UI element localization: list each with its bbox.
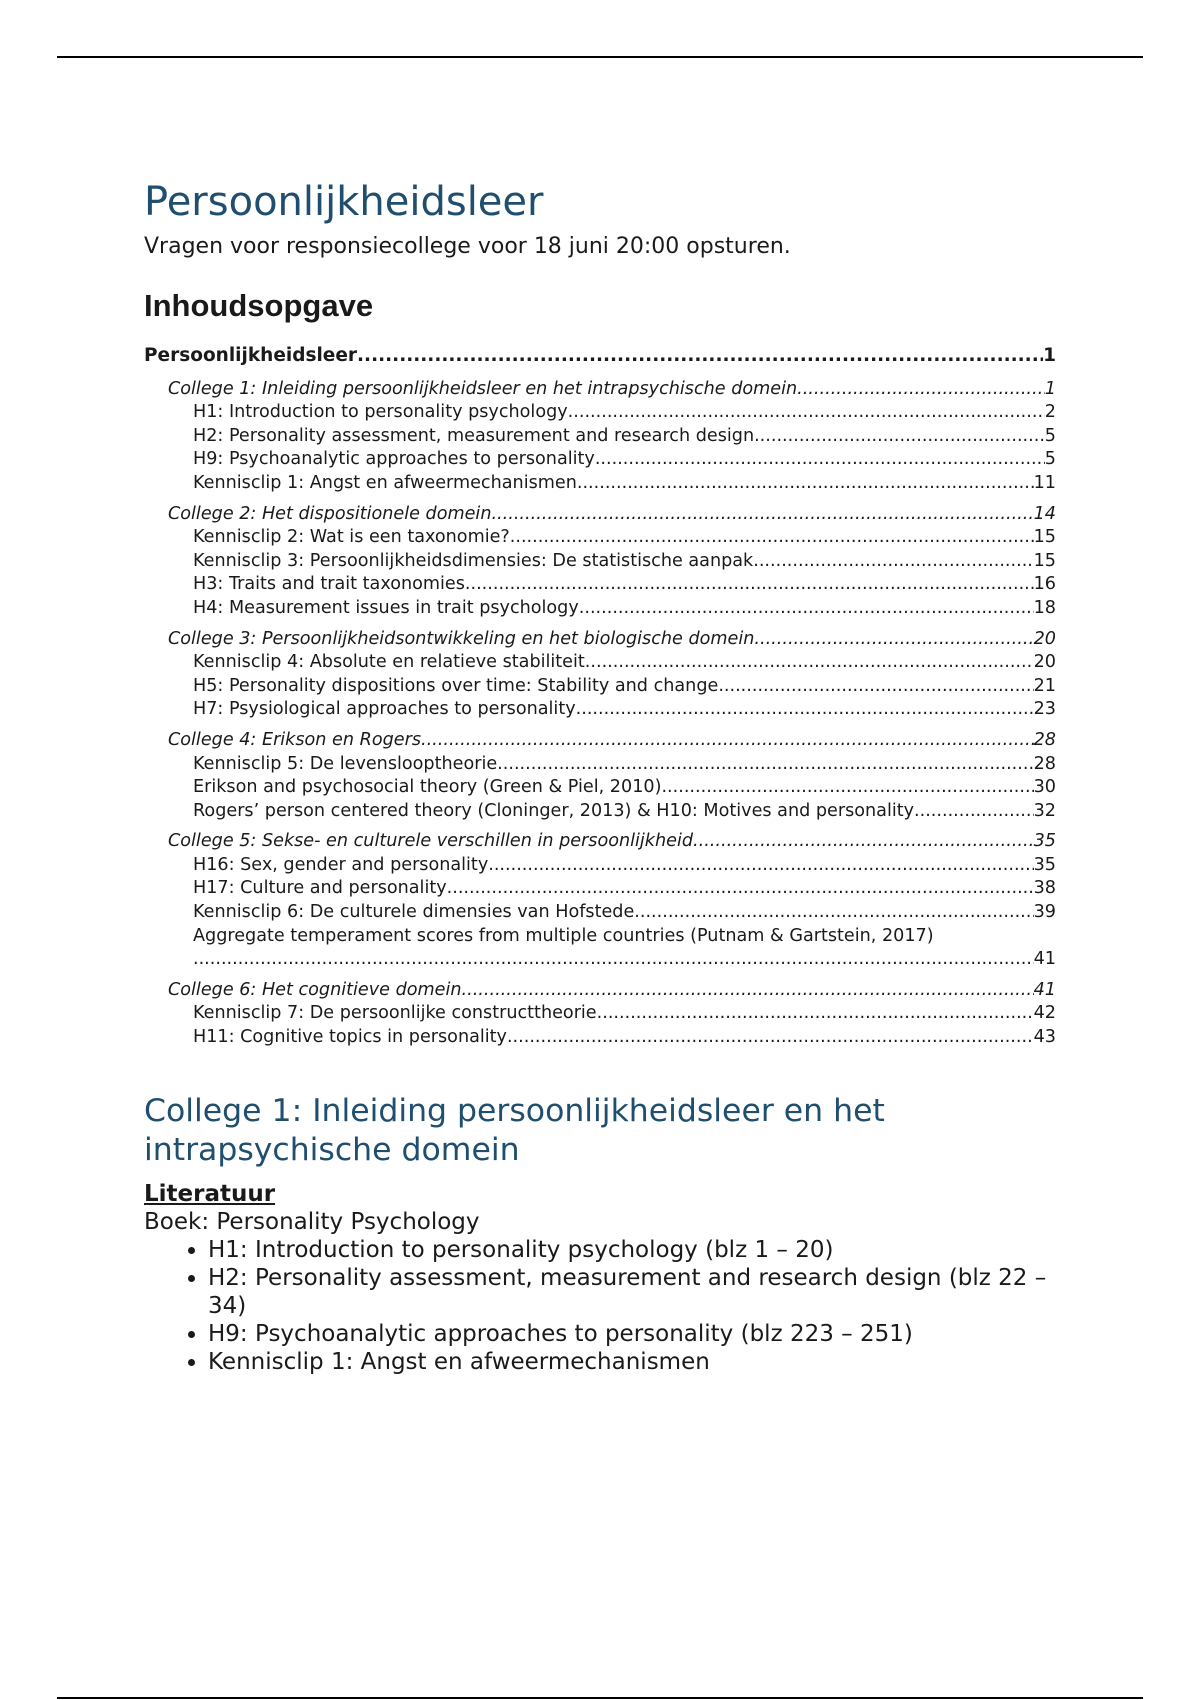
toc-entry[interactable] [144, 1026, 1056, 1050]
toc-entry-label: H4: Measurement issues in trait psychology [193, 597, 579, 618]
toc-entry[interactable] [144, 526, 1056, 550]
toc-entry-top[interactable] [144, 344, 1056, 368]
toc-entry[interactable] [144, 675, 1056, 699]
toc-entry-label: H11: Cognitive topics in personality [193, 1027, 507, 1048]
toc-entry-label: College 1: Inleiding persoonlijkheidsleer en het intrapsychische domein [168, 378, 798, 399]
table-of-contents [144, 344, 1056, 1050]
toc-entry-page: 39 [1033, 902, 1056, 923]
toc-entry-label: Erikson and psychosocial theory (Green & Piel, 2010) [193, 777, 662, 798]
toc-entry-page: 42 [1033, 1003, 1056, 1024]
toc-entry-page: 11 [1033, 472, 1056, 493]
toc-entry[interactable] [144, 901, 1056, 925]
toc-entry-wrapped[interactable] [144, 925, 1056, 949]
toc-entry-label: H16: Sex, gender and personality [193, 854, 489, 875]
toc-entry-page: 1 [1044, 378, 1056, 399]
toc-entry-label: H7: Psysiological approaches to personality [193, 699, 576, 720]
toc-entry[interactable] [144, 776, 1056, 800]
toc-entry[interactable] [144, 854, 1056, 878]
document-page [144, 176, 1056, 1376]
toc-entry-label: Kennisclip 2: Wat is een taxonomie? [193, 527, 510, 548]
toc-entry-college-1[interactable] [144, 378, 1056, 402]
toc-entry-page: 21 [1033, 675, 1056, 696]
book-title: Boek: Personality Psychology [144, 1208, 480, 1235]
toc-entry-label: College 3: Persoonlijkheidsontwikkeling en het biologische domein [168, 628, 755, 649]
toc-entry[interactable] [144, 753, 1056, 777]
toc-entry[interactable] [144, 401, 1056, 425]
header-rule [57, 56, 1143, 58]
section-heading-line: College 1: Inleiding persoonlijkheidsleer en het [144, 1092, 885, 1129]
toc-entry-label: Persoonlijkheidsleer [144, 345, 358, 366]
toc-entry-label: Aggregate temperament scores from multiple countries (Putnam & Gartstein, 2017) [193, 925, 934, 946]
toc-entry-page: 2 [1044, 402, 1056, 423]
toc-entry[interactable] [144, 573, 1056, 597]
toc-entry-wrapped-continuation[interactable] [144, 948, 1056, 972]
toc-entry-label: Kennisclip 7: De persoonlijke constructtheorie [193, 1003, 597, 1024]
toc-entry[interactable] [144, 1002, 1056, 1026]
toc-entry-page: 20 [1033, 628, 1056, 649]
toc-entry-page: 15 [1033, 527, 1056, 548]
toc-entry-college-2[interactable] [144, 503, 1056, 527]
toc-entry-label: H9: Psychoanalytic approaches to personality [193, 449, 595, 470]
toc-entry-page: 32 [1033, 800, 1056, 821]
section-heading-line: intrapsychische domein [144, 1131, 520, 1168]
toc-entry-label: Kennisclip 5: De levenslooptheorie [193, 753, 498, 774]
toc-entry-page: 35 [1033, 831, 1056, 852]
toc-entry-label: H5: Personality dispositions over time: Stability and change [193, 675, 719, 696]
toc-entry-college-6[interactable] [144, 979, 1056, 1003]
document-title: Persoonlijkheidsleer [144, 179, 544, 225]
toc-entry-college-5[interactable] [144, 830, 1056, 854]
toc-entry-page: 18 [1033, 597, 1056, 618]
list-item: • Kennisclip 1: Angst en afweermechanismen [208, 1348, 1056, 1376]
toc-entry-label: H17: Culture and personality [193, 878, 447, 899]
toc-heading: Inhoudsopgave [144, 288, 374, 323]
toc-entry-page: 23 [1033, 699, 1056, 720]
toc-entry-page: 14 [1033, 503, 1056, 524]
toc-entry-page: 43 [1033, 1027, 1056, 1048]
toc-entry[interactable] [144, 877, 1056, 901]
toc-entry-page: 41 [1033, 979, 1056, 1000]
footer-rule [57, 1697, 1143, 1699]
document-subtitle: Vragen voor responsiecollege voor 18 juni 20:00 opsturen. [144, 234, 791, 259]
literature-label: Literatuur [144, 1180, 276, 1207]
toc-entry-label: H1: Introduction to personality psychology [193, 402, 568, 423]
toc-entry[interactable] [144, 698, 1056, 722]
toc-entry-page: 15 [1033, 550, 1056, 571]
toc-entry-page: 30 [1033, 777, 1056, 798]
literature-list [144, 1236, 1056, 1376]
toc-entry-page: 5 [1044, 425, 1056, 446]
toc-entry-page: 28 [1033, 753, 1056, 774]
section-heading [144, 1092, 1056, 1170]
toc-entry-label: Kennisclip 4: Absolute en relatieve stabiliteit [193, 652, 585, 673]
toc-entry-label: College 4: Erikson en Rogers [168, 729, 421, 750]
toc-entry-college-3[interactable] [144, 628, 1056, 652]
toc-entry-label: College 6: Het cognitieve domein [168, 979, 462, 1000]
toc-entry[interactable] [144, 597, 1056, 621]
toc-entry-label: College 5: Sekse- en culturele verschillen in persoonlijkheid [168, 831, 694, 852]
toc-entry-page: 1 [1043, 345, 1056, 366]
toc-entry-label: Rogers’ person centered theory (Cloninger, 2013) & H10: Motives and personality [193, 800, 915, 821]
toc-entry-label: H3: Traits and trait taxonomies [193, 574, 465, 595]
toc-entry[interactable] [144, 651, 1056, 675]
toc-entry-college-4[interactable] [144, 729, 1056, 753]
toc-entry-label: Kennisclip 6: De culturele dimensies van Hofstede [193, 902, 635, 923]
toc-entry-page: 38 [1033, 878, 1056, 899]
toc-entry[interactable] [144, 550, 1056, 574]
toc-entry-page: 41 [1033, 949, 1056, 970]
toc-entry-label: College 2: Het dispositionele domein [168, 503, 492, 524]
toc-entry[interactable] [144, 448, 1056, 472]
toc-entry-label: Kennisclip 3: Persoonlijkheidsdimensies: De statistische aanpak [193, 550, 754, 571]
toc-entry-page: 5 [1044, 449, 1056, 470]
toc-entry-page: 28 [1033, 729, 1056, 750]
toc-entry-page: 35 [1033, 854, 1056, 875]
toc-entry-page: 20 [1033, 652, 1056, 673]
toc-entry[interactable] [144, 800, 1056, 824]
toc-entry[interactable] [144, 472, 1056, 496]
toc-entry-page: 16 [1033, 574, 1056, 595]
toc-entry-label: Kennisclip 1: Angst en afweermechanismen [193, 472, 577, 493]
list-item: • H1: Introduction to personality psychology (blz 1 – 20) [208, 1236, 1056, 1264]
toc-entry[interactable] [144, 425, 1056, 449]
toc-entry-label: H2: Personality assessment, measurement and research design [193, 425, 755, 446]
list-item: • H9: Psychoanalytic approaches to personality (blz 223 – 251) [208, 1320, 1056, 1348]
list-item: • H2: Personality assessment, measurement and research design (blz 22 – 34) [208, 1264, 1056, 1320]
